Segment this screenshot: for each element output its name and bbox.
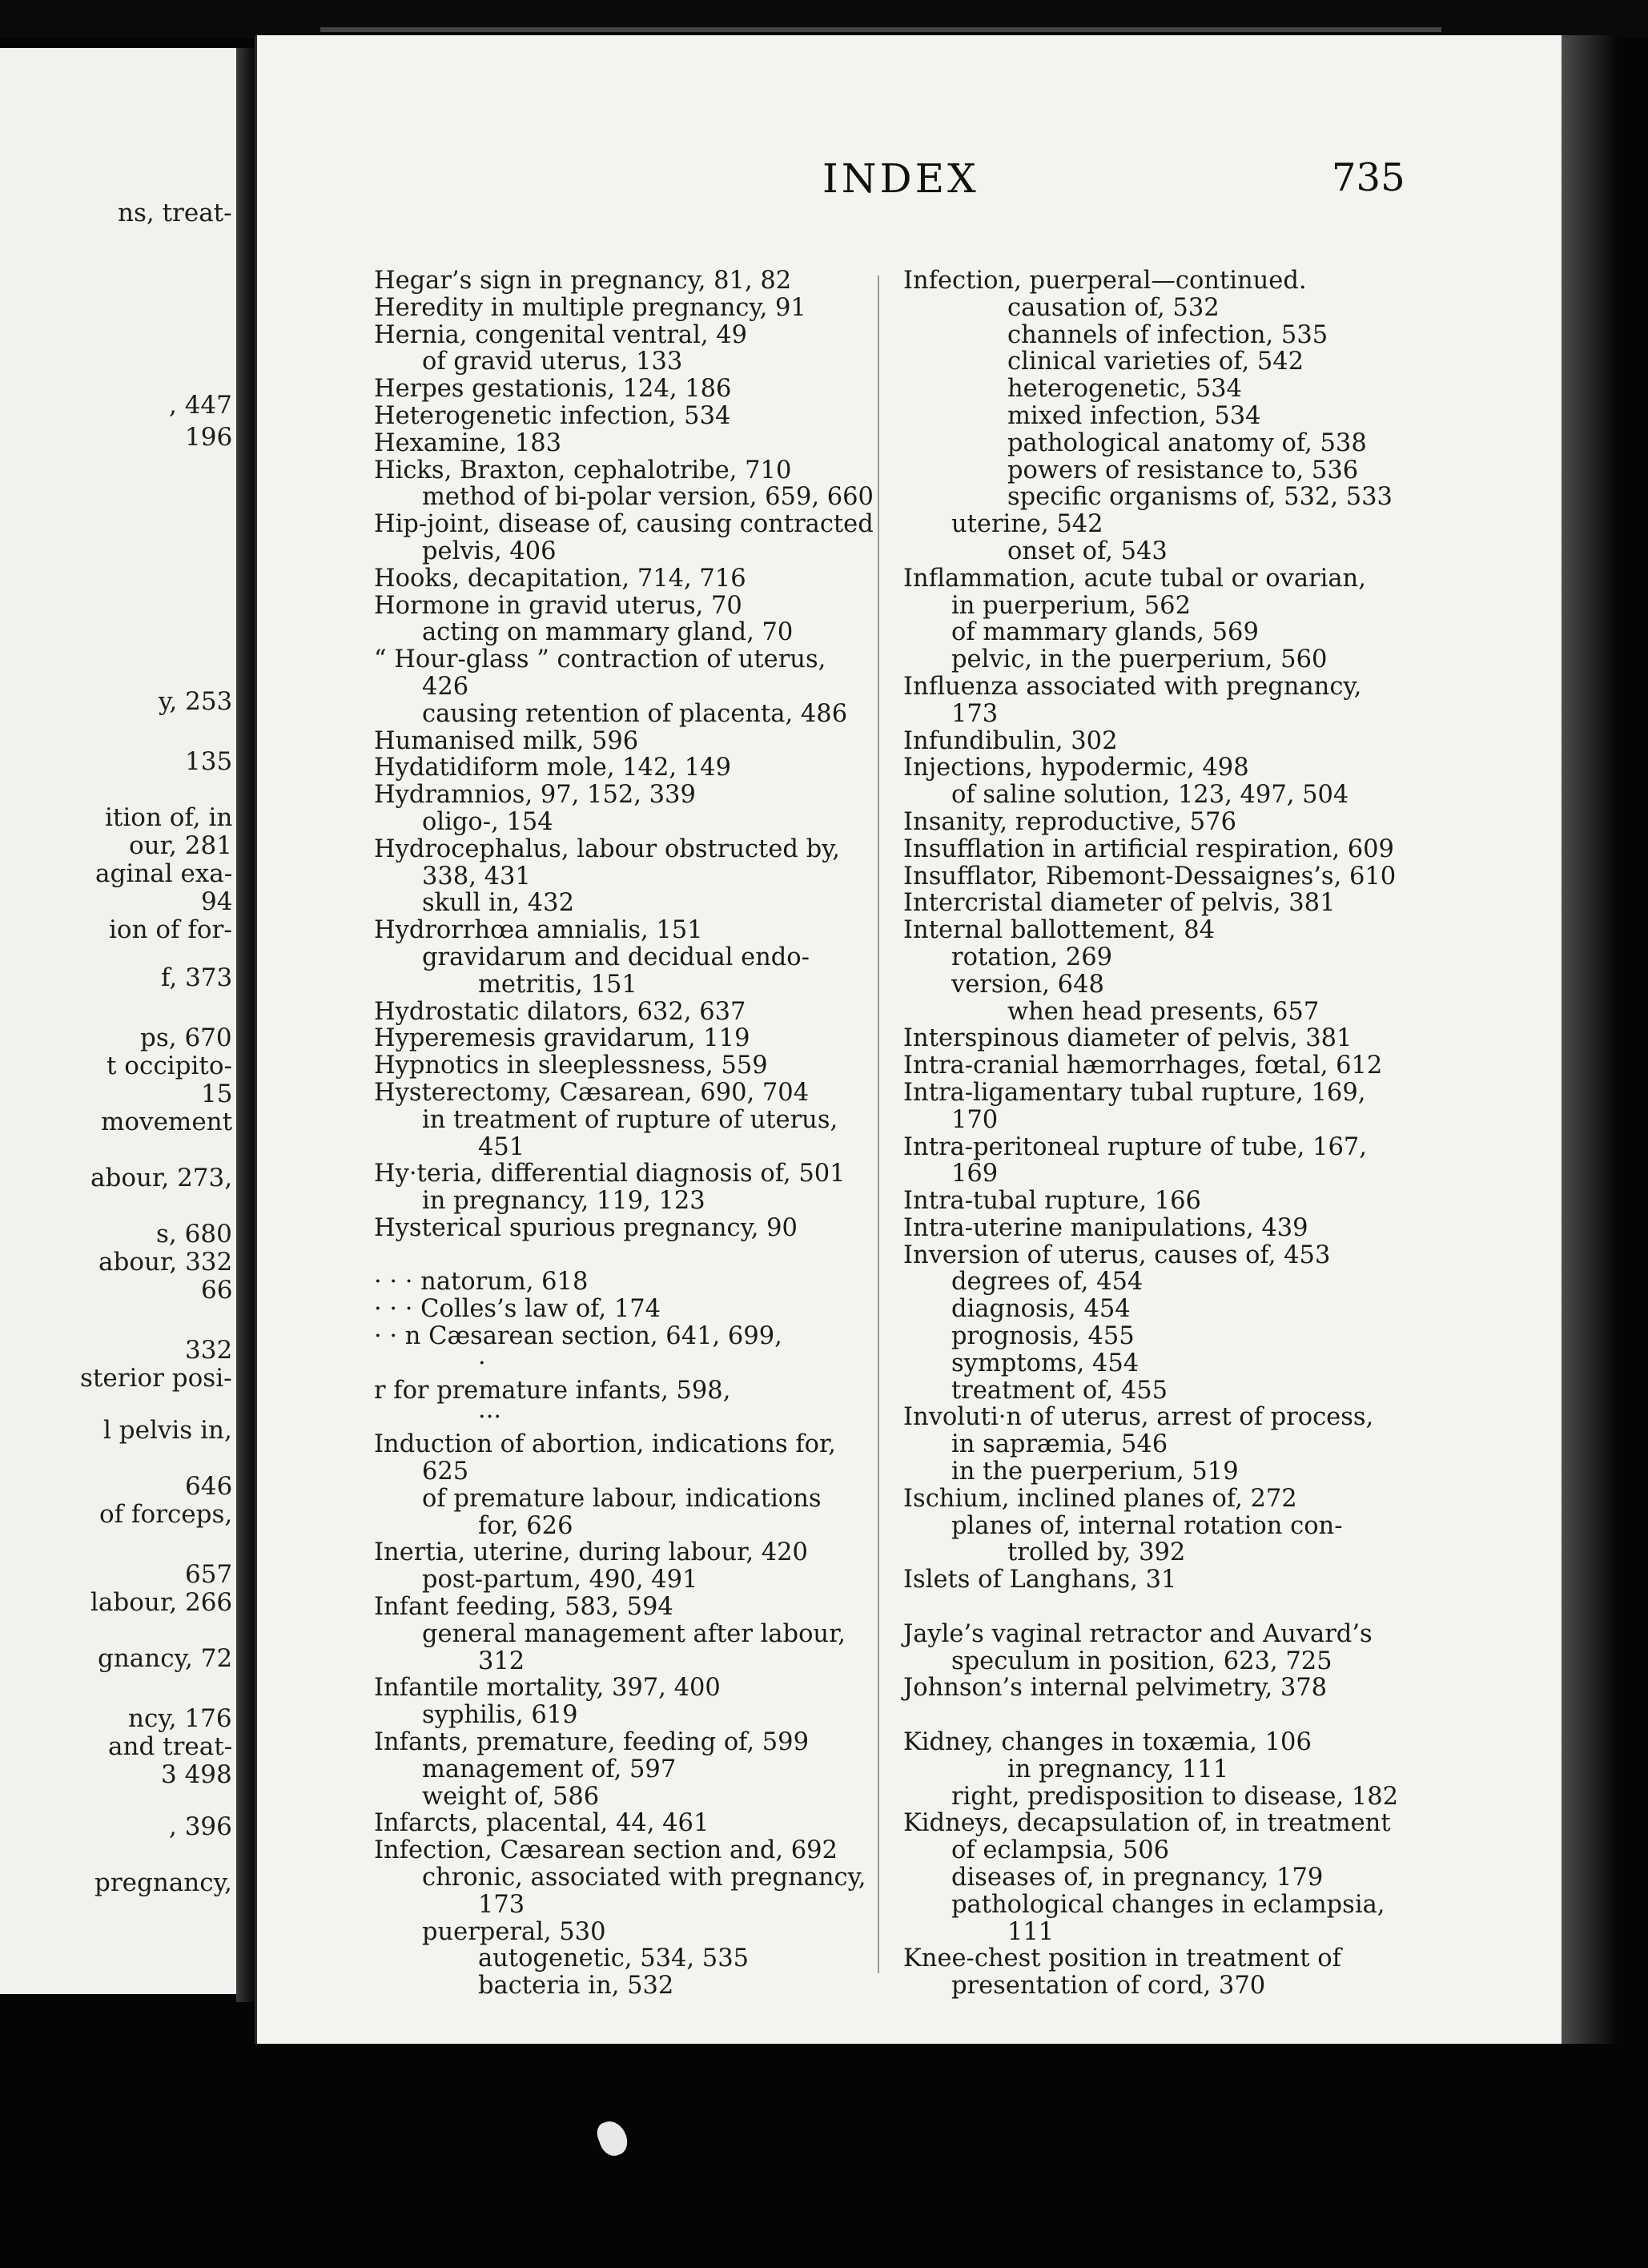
previous-page-text-fragment: ps, 670 <box>140 1023 232 1052</box>
index-subentry: causing retention of placenta, 486 <box>422 699 848 728</box>
previous-page-text-fragment: 66 <box>201 1276 233 1305</box>
index-subentry: metritis, 151 <box>478 970 637 999</box>
index-subentry: specific organisms of, 532, 533 <box>1007 483 1393 512</box>
index-subentry: 451 <box>478 1132 525 1161</box>
index-entry: Infant feeding, 583, 594 <box>374 1593 673 1622</box>
index-entry: · · · natorum, 618 <box>374 1268 589 1297</box>
index-entry: Insufflation in artificial respiration, 609 <box>903 834 1394 863</box>
index-entry: Hydramnios, 97, 152, 339 <box>374 781 696 810</box>
index-entry: Hypnotics in sleeplessness, 559 <box>374 1052 768 1080</box>
index-entry: Hydatidiform mole, 142, 149 <box>374 754 731 782</box>
index-entry: Ischium, inclined planes of, 272 <box>903 1484 1297 1513</box>
previous-page-text-fragment: 3 498 <box>161 1760 232 1789</box>
index-column-left <box>374 267 874 2001</box>
index-entry: Infantile mortality, 397, 400 <box>374 1674 721 1703</box>
index-entry: Herpes gestationis, 124, 186 <box>374 375 732 404</box>
index-subentry: heterogenetic, 534 <box>1007 375 1242 404</box>
index-entry: Hy·teria, differential diagnosis of, 501 <box>374 1160 846 1188</box>
previous-page-text-fragment: sterior posi- <box>80 1364 232 1393</box>
index-subentry: pelvis, 406 <box>422 537 557 565</box>
index-entry: Hydrocephalus, labour obstructed by, <box>374 834 840 863</box>
index-subentry: chronic, associated with pregnancy, <box>422 1864 866 1892</box>
index-subentry: 173 <box>478 1890 525 1919</box>
index-subentry: syphilis, 619 <box>422 1701 578 1730</box>
index-subentry: autogenetic, 534, 535 <box>478 1944 750 1973</box>
index-subentry: 170 <box>951 1105 999 1134</box>
index-entry: Johnson’s internal pelvimetry, 378 <box>903 1674 1328 1703</box>
index-subentry: puerperal, 530 <box>422 1917 606 1946</box>
index-subentry: weight of, 586 <box>422 1782 600 1811</box>
index-entry: Intra-peritoneal rupture of tube, 167, <box>903 1132 1367 1161</box>
entry-gap <box>903 1702 1408 1729</box>
index-subentry: oligo-, 154 <box>422 807 553 836</box>
previous-page-text-fragment: ncy, 176 <box>128 1704 232 1733</box>
index-entry: Hysterical spurious pregnancy, 90 <box>374 1213 798 1242</box>
index-subentry: of eclampsia, 506 <box>951 1836 1170 1865</box>
index-subentry: · <box>478 1349 486 1377</box>
index-entry: Injections, hypodermic, 498 <box>903 754 1249 782</box>
previous-page-text-fragment: s, 680 <box>156 1220 232 1249</box>
index-subentry: in pregnancy, 119, 123 <box>422 1187 705 1216</box>
index-subentry: in pregnancy, 111 <box>1007 1755 1229 1783</box>
previous-page-text-fragment: 15 <box>201 1080 233 1108</box>
index-subentry: trolled by, 392 <box>1007 1538 1186 1567</box>
index-entry: Hydrostatic dilators, 632, 637 <box>374 997 746 1026</box>
index-subentry: right, predisposition to disease, 182 <box>951 1782 1399 1811</box>
index-subentry: clinical varieties of, 542 <box>1007 348 1304 376</box>
previous-page-text-fragment: and treat- <box>108 1732 233 1761</box>
index-entry: Heterogenetic infection, 534 <box>374 401 731 430</box>
index-subentry: gravidarum and decidual endo- <box>422 943 810 971</box>
index-subentry: onset of, 543 <box>1007 537 1168 565</box>
column-divider <box>878 275 879 1973</box>
index-subentry: method of bi-polar version, 659, 660 <box>422 483 874 512</box>
index-subentry: rotation, 269 <box>951 943 1113 971</box>
entry-gap <box>374 1242 854 1269</box>
index-subentry: channels of infection, 535 <box>1007 320 1328 349</box>
index-entry: Kidneys, decapsulation of, in treatment <box>903 1809 1391 1838</box>
index-entry: Hydrorrhœa amnialis, 151 <box>374 916 703 945</box>
previous-page-text-fragment: abour, 273, <box>90 1164 233 1192</box>
previous-page-text-fragment: gnancy, 72 <box>98 1644 233 1673</box>
index-subentry: 111 <box>1007 1917 1055 1946</box>
index-entry: Intra-tubal rupture, 166 <box>903 1187 1201 1216</box>
scan-artifact-mark <box>594 2117 632 2160</box>
index-subentry: symptoms, 454 <box>951 1349 1140 1377</box>
scan-top-rule <box>320 27 1441 32</box>
previous-page-text-fragment: l pelvis in, <box>103 1416 232 1445</box>
index-subentry: 338, 431 <box>422 862 531 891</box>
index-entry: Induction of abortion, indications for, <box>374 1430 836 1459</box>
index-subentry: powers of resistance to, 536 <box>1007 456 1359 485</box>
previous-page-text-fragment: ion of for- <box>109 915 232 944</box>
previous-page-text-fragment: , 447 <box>169 391 232 420</box>
index-entry: Hysterectomy, Cæsarean, 690, 704 <box>374 1078 810 1107</box>
index-subentry: pathological anatomy of, 538 <box>1007 428 1367 457</box>
index-subentry: in treatment of rupture of uterus, <box>422 1105 838 1134</box>
book-gutter-shadow <box>236 48 255 2002</box>
previous-page-text-fragment: pregnancy, <box>94 1868 232 1897</box>
previous-page-text-fragment: y, 253 <box>159 687 233 716</box>
index-subentry: pelvic, in the puerperium, 560 <box>951 645 1328 674</box>
previous-page-text-fragment: labour, 266 <box>90 1588 233 1617</box>
index-entry: Hexamine, 183 <box>374 428 562 457</box>
index-entry: Inflammation, acute tubal or ovarian, <box>903 564 1366 593</box>
index-subentry: of gravid uterus, 133 <box>422 348 683 376</box>
index-entry: Infection, puerperal—continued. <box>903 267 1307 295</box>
previous-page-text-fragment: abour, 332 <box>98 1248 233 1277</box>
index-entry: Intra-cranial hæmorrhages, fœtal, 612 <box>903 1052 1383 1080</box>
index-subentry: post-partum, 490, 491 <box>422 1566 698 1594</box>
index-entry: “ Hour-glass ” contraction of uterus, <box>374 645 826 674</box>
page-edge-shadow <box>1562 35 1618 2044</box>
scan-top-band <box>0 0 1648 38</box>
index-entry: Hicks, Braxton, cephalotribe, 710 <box>374 456 792 485</box>
index-entry: Insanity, reproductive, 576 <box>903 807 1236 836</box>
index-subentry: 312 <box>478 1647 525 1675</box>
index-subentry: degrees of, 454 <box>951 1268 1144 1297</box>
previous-page-text-fragment: aginal exa- <box>95 859 233 888</box>
index-subentry: bacteria in, 532 <box>478 1972 674 2001</box>
page-number: 735 <box>1332 155 1405 200</box>
index-subentry: 169 <box>951 1160 999 1188</box>
index-entry: Heredity in multiple pregnancy, 91 <box>374 293 806 322</box>
index-entry: Hormone in gravid uterus, 70 <box>374 591 742 620</box>
previous-page-text-fragment: f, 373 <box>161 963 233 992</box>
previous-page-text-fragment: 135 <box>185 747 233 776</box>
index-subentry: prognosis, 455 <box>951 1322 1135 1351</box>
index-subentry: of saline solution, 123, 497, 504 <box>951 781 1349 810</box>
previous-page-text-fragment: our, 281 <box>129 831 232 860</box>
index-entry: Infants, premature, feeding of, 599 <box>374 1728 809 1757</box>
index-entry: Knee-chest position in treatment of <box>903 1944 1341 1973</box>
index-subentry: acting on mammary gland, 70 <box>422 618 794 647</box>
index-entry: Intra-uterine manipulations, 439 <box>903 1213 1308 1242</box>
previous-page-text-fragment: of forceps, <box>99 1500 233 1529</box>
index-entry: r for premature infants, 598, <box>374 1376 731 1405</box>
index-column-right <box>903 267 1408 2000</box>
index-entry: · · · Colles’s law of, 174 <box>374 1295 661 1324</box>
index-entry: Islets of Langhans, 31 <box>903 1566 1177 1594</box>
previous-page-text-fragment: ns, treat- <box>118 199 232 227</box>
index-entry: Kidney, changes in toxæmia, 106 <box>903 1728 1312 1757</box>
index-subentry: 625 <box>422 1458 469 1486</box>
index-subentry: in sapræmia, 546 <box>951 1430 1168 1459</box>
index-subentry: speculum in position, 623, 725 <box>951 1647 1332 1675</box>
previous-page-text-fragment: 196 <box>185 423 233 452</box>
index-subentry: pathological changes in eclampsia, <box>951 1890 1385 1919</box>
previous-page-text-fragment: movement <box>101 1108 233 1136</box>
index-subentry: presentation of cord, 370 <box>951 1972 1266 2001</box>
index-subentry: planes of, internal rotation con- <box>951 1511 1343 1540</box>
index-entry: Hyperemesis gravidarum, 119 <box>374 1024 750 1053</box>
index-entry: Hip-joint, disease of, causing contracted <box>374 510 874 539</box>
index-subentry: of mammary glands, 569 <box>951 618 1259 647</box>
index-subentry: for, 626 <box>478 1511 573 1540</box>
index-subentry: in puerperium, 562 <box>951 591 1191 620</box>
index-entry: Infundibulin, 302 <box>903 726 1118 755</box>
index-entry: Intercristal diameter of pelvis, 381 <box>903 889 1336 918</box>
index-subentry: treatment of, 455 <box>951 1376 1168 1405</box>
index-subentry: management of, 597 <box>422 1755 677 1783</box>
index-subentry: version, 648 <box>951 970 1104 999</box>
index-subentry: uterine, 542 <box>951 510 1103 539</box>
index-entry: Involuti·n of uterus, arrest of process, <box>903 1403 1374 1432</box>
index-entry: Hooks, decapitation, 714, 716 <box>374 564 746 593</box>
index-entry: Insufflator, Ribemont-Dessaignes’s, 610 <box>903 862 1397 891</box>
index-subentry: diagnosis, 454 <box>951 1295 1131 1324</box>
page-title: INDEX <box>822 155 979 202</box>
index-entry: Influenza associated with pregnancy, <box>903 672 1362 701</box>
entry-gap <box>903 1594 1408 1621</box>
previous-page-text-fragment: 332 <box>185 1336 233 1365</box>
index-entry: Intra-ligamentary tubal rupture, 169, <box>903 1078 1366 1107</box>
index-subentry: in the puerperium, 519 <box>951 1458 1239 1486</box>
index-entry: Infection, Cæsarean section and, 692 <box>374 1836 838 1865</box>
index-subentry: ··· <box>478 1403 502 1432</box>
index-subentry: when head presents, 657 <box>1007 997 1320 1026</box>
index-subentry: causation of, 532 <box>1007 293 1220 322</box>
previous-page-edge <box>0 48 240 1994</box>
index-subentry: diseases of, in pregnancy, 179 <box>951 1864 1324 1892</box>
index-entry: Hegar’s sign in pregnancy, 81, 82 <box>374 267 792 295</box>
previous-page-text-fragment: 646 <box>185 1472 233 1501</box>
previous-page-text-fragment: 94 <box>201 887 233 916</box>
index-subentry: mixed infection, 534 <box>1007 401 1261 430</box>
index-entry: Internal ballottement, 84 <box>903 916 1216 945</box>
index-subentry: 426 <box>422 672 469 701</box>
previous-page-text-fragment: t occipito- <box>107 1052 232 1080</box>
index-subentry: 173 <box>951 699 999 728</box>
index-entry: Humanised milk, 596 <box>374 726 639 755</box>
index-entry: Hernia, congenital ventral, 49 <box>374 320 748 349</box>
index-entry: Inertia, uterine, during labour, 420 <box>374 1538 808 1567</box>
index-subentry: of premature labour, indications <box>422 1484 822 1513</box>
index-entry: · · n Cæsarean section, 641, 699, <box>374 1322 782 1351</box>
previous-page-text-fragment: 657 <box>185 1560 233 1589</box>
previous-page-text-fragment: ition of, in <box>105 803 233 832</box>
index-entry: Inversion of uterus, causes of, 453 <box>903 1241 1331 1269</box>
index-entry: Jayle’s vaginal retractor and Auvard’s <box>903 1619 1373 1648</box>
index-page <box>255 35 1564 2044</box>
index-subentry: general management after labour, <box>422 1619 846 1648</box>
previous-page-text-fragment: , 396 <box>169 1812 232 1841</box>
index-subentry: skull in, 432 <box>422 889 574 918</box>
index-entry: Interspinous diameter of pelvis, 381 <box>903 1024 1353 1053</box>
index-entry: Infarcts, placental, 44, 461 <box>374 1809 709 1838</box>
